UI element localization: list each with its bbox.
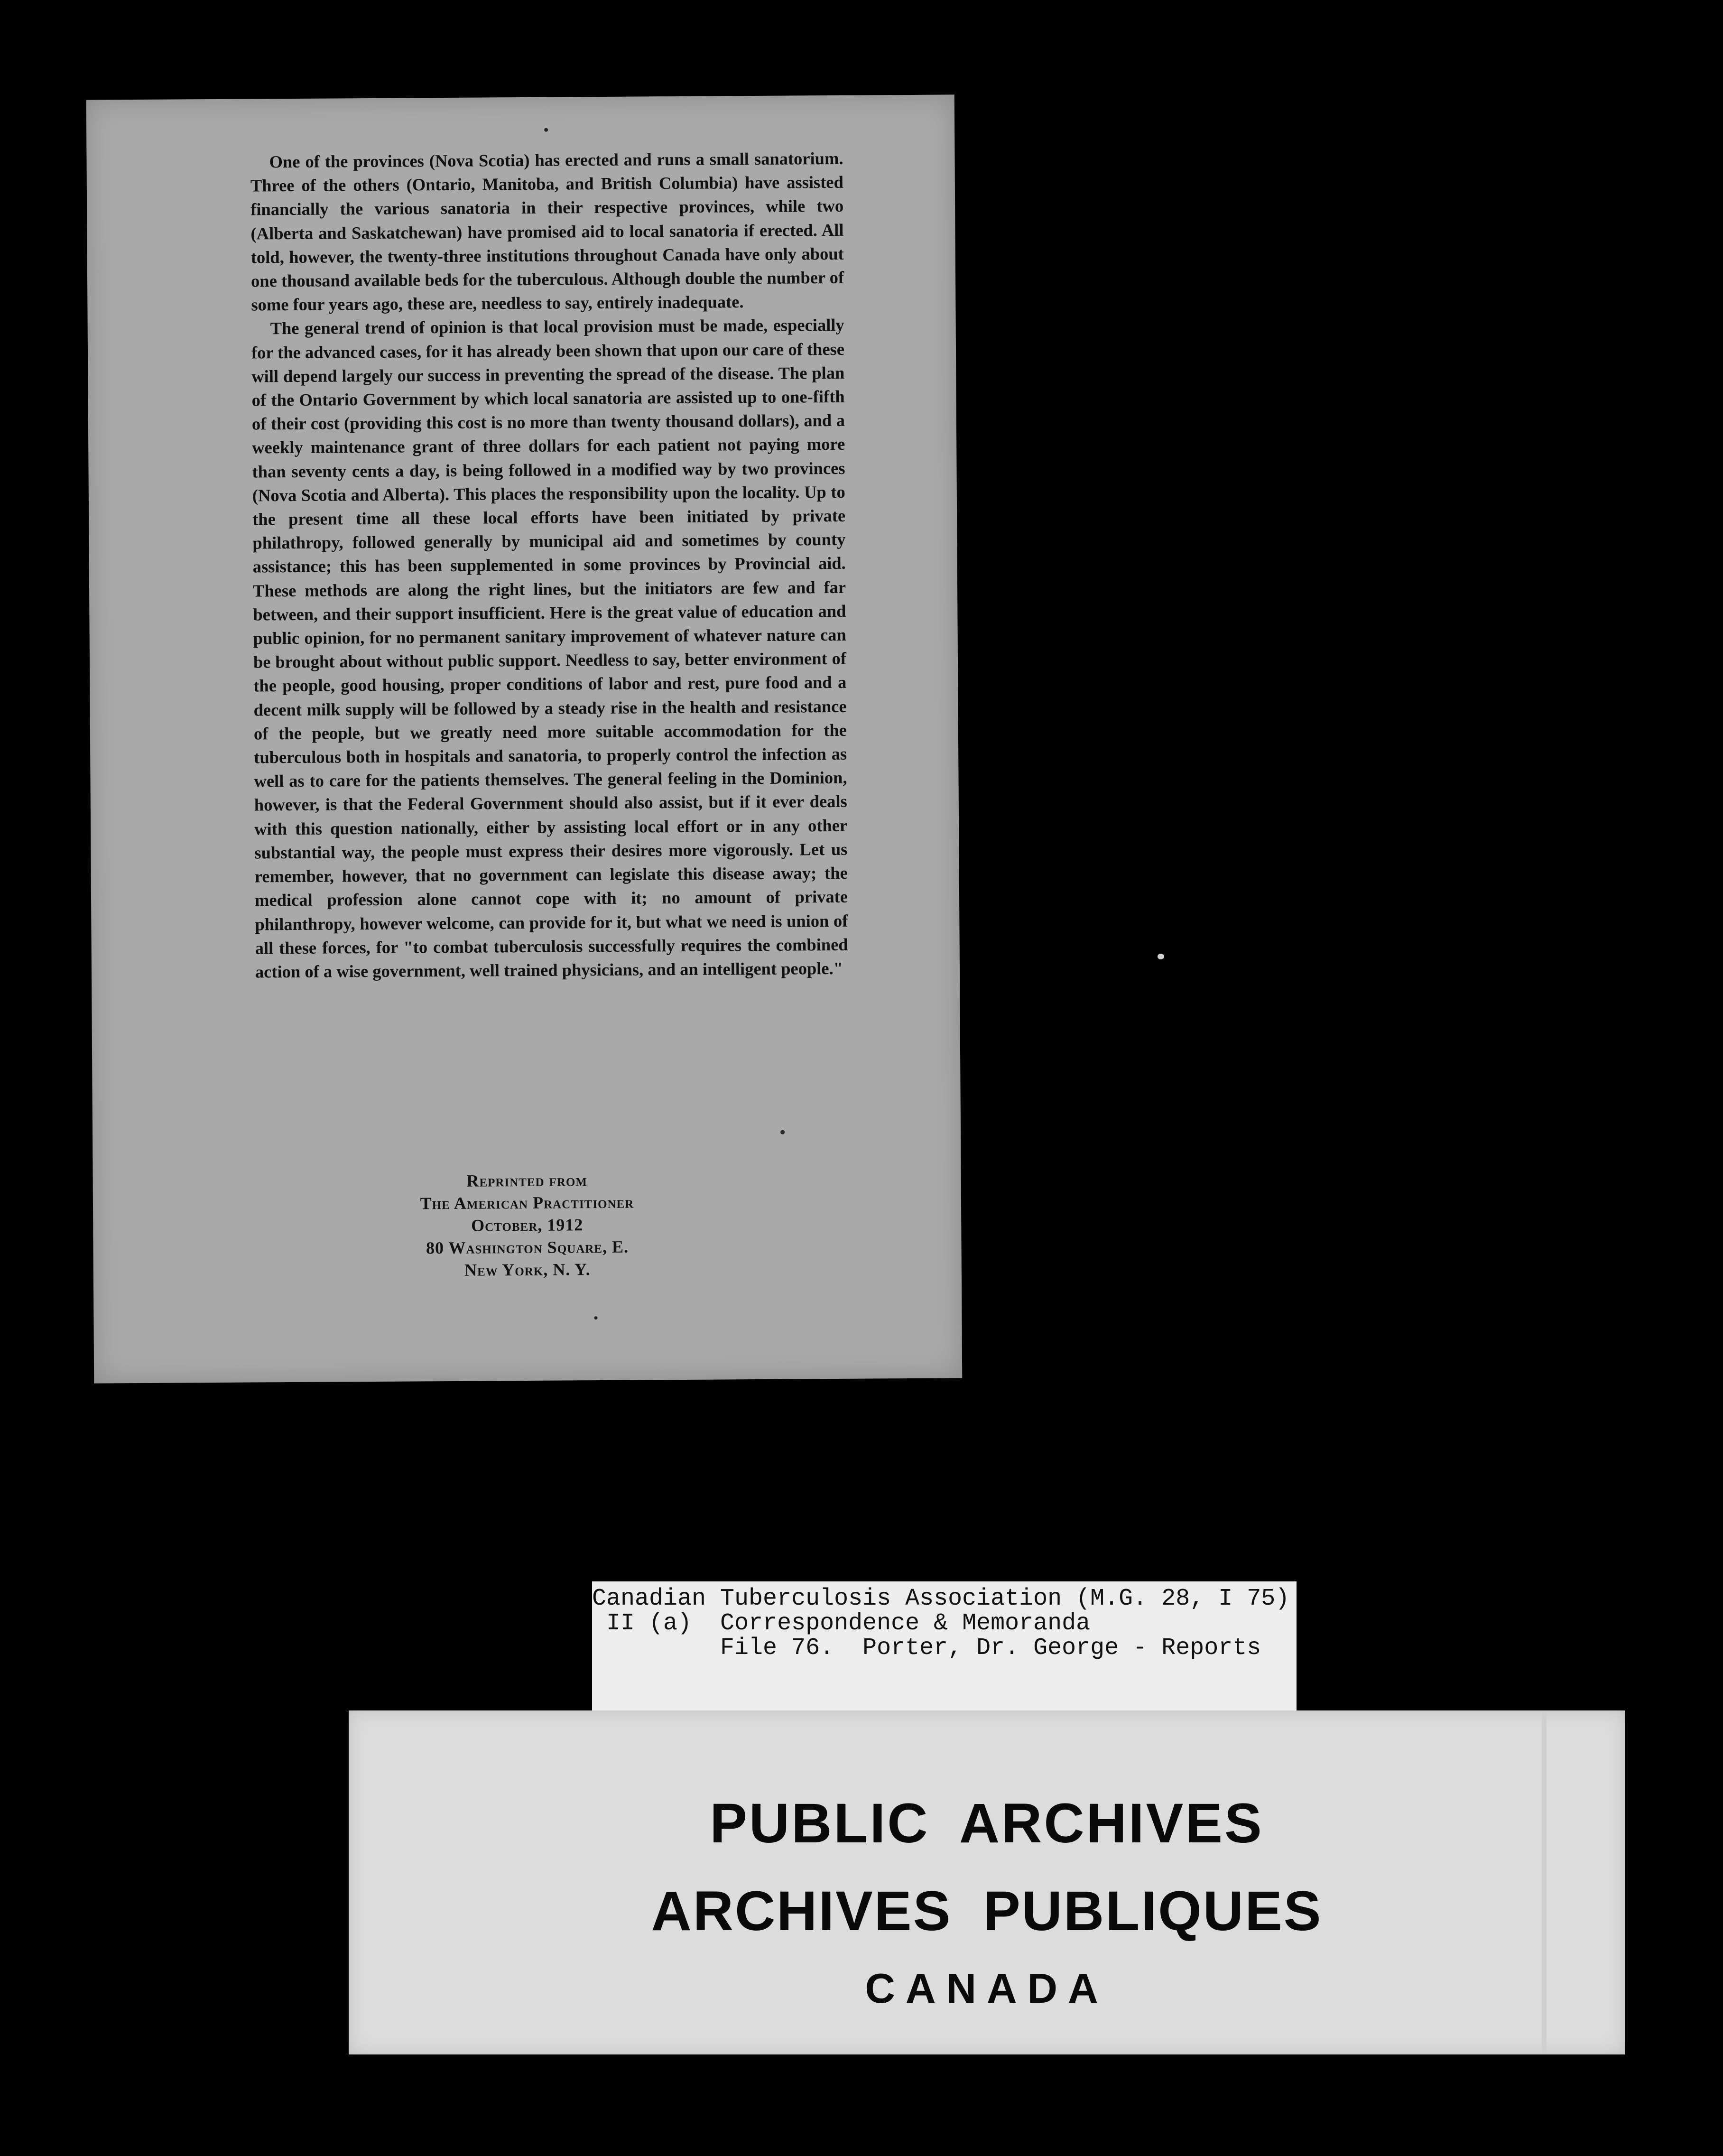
ink-speck [780,1130,785,1134]
archives-banner [349,1710,1625,2054]
ink-speck [544,128,548,132]
paragraph-2: The general trend of opinion is that local provision must be made, especially for the advanced cases, for it has already been shown that upon our care of these will depend largely our success in preventing the spread of the disease. The plan of the Ontario Government by which local sanatoria are assisted up to one-fifth of their cost (providing this cost is no more than twenty thousand dollars), and a weekly maintenance grant of three dollars for each patient not paying more than seventy cents a day, is being followed in a modified way by two provinces (Nova Scotia and Alberta). This places the responsibility upon the locality. Up to the present time all these local efforts have been initiated by private philathropy, followed generally by municipal aid and sometimes by county assistance; this has been supplemented in some provinces by Provincial aid. These methods are along the right lines, but the initiators are few and far between, and their support insufficient. Here is the great value of education and public opinion, for no permanent sanitary improvement of whatever nature can be brought about without public support. Needless to say, better environment of the people, good housing, proper conditions of labor and rest, pure food and a decent milk supply will be followed by a steady rise in the health and resistance of the people, but we greatly need more suitable accommodation for the tuberculous both in hospitals and sanatoria, to properly control the infection as well as to care for the patients themselves. The general feeling in the Dominion, however, is that the Federal Government should also assist, but if it ever deals with this question nationally, either by assisting local effort or in any other substantial way, the people must express their desires more vigorously. Let us remember, however, that no government can legislate this disease away; the medical profession alone cannot cope with it; no amount of private philanthropy, however welcome, can provide for it, but what we need is union of all these forces, for "to combat tuberculosis successfully requires the combined action of a wise government, well trained physicians, and an intelligent people." [251,315,848,982]
catalog-label [592,1581,1297,1713]
body-text [250,147,848,984]
paragraph-1: One of the provinces (Nova Scotia) has erected and runs a small sanatorium. Three of the others (Ontario, Manitoba, and British Columbia) have assisted financially the various sanatoria in their respective provinces, while two (Alberta and Saskatchewan) have promised aid to local sanatoria if erected. All told, however, the twenty-three institutions throughout Canada have only about one thousand available beds for the tuberculous. Although double the number of some four years ago, these are, needless to say, entirely inadequate. [250,148,844,315]
banner-country: CANADA [865,1965,1109,2012]
ink-speck [594,1316,597,1320]
publisher-address: 80 Washington Square, E. [426,1237,629,1258]
file-line: File 76. Porter, Dr. George - Reports [592,1635,1261,1662]
collection-line: Canadian Tuberculosis Association (M.G. 28, I 75) [592,1585,1290,1612]
reprint-notice [93,1167,962,1283]
publisher-city: New York, N. Y. [464,1260,591,1280]
series-line: II (a) Correspondence & Memoranda [592,1610,1091,1637]
banner-title-french: ARCHIVES PUBLIQUES [651,1880,1323,1942]
ink-speck [1158,954,1164,959]
issue-date: October, 1912 [471,1215,584,1235]
reprint-line: Reprinted from [466,1171,588,1190]
banner-title-english: PUBLIC ARCHIVES [710,1792,1264,1855]
journal-name: The American Practitioner [420,1192,634,1213]
scanned-page [86,94,962,1383]
